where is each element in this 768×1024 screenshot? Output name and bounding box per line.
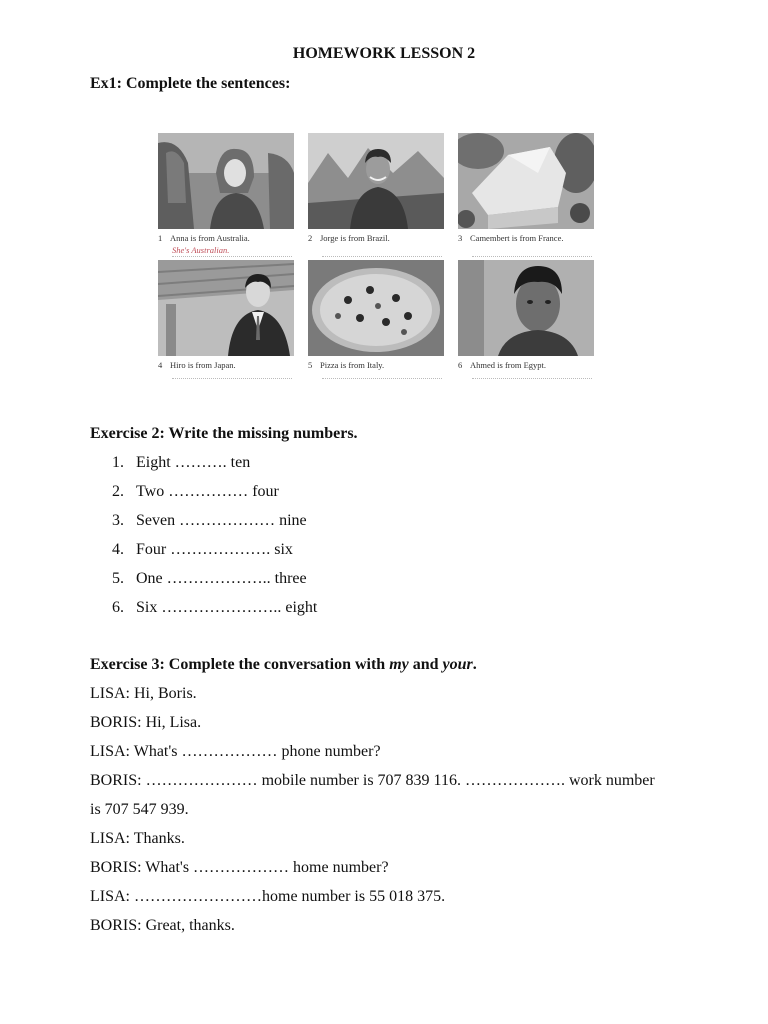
list-item: 1. Eight ………. ten <box>112 454 251 471</box>
caption-3 <box>458 233 594 243</box>
caption-number: 5 <box>308 360 313 370</box>
list-item: 5. One ……………….. three <box>112 570 307 587</box>
exercise-1-photo-grid <box>158 133 594 385</box>
dialogue-line: LISA: Thanks. <box>90 830 185 847</box>
caption-number: 3 <box>458 233 463 243</box>
exercise-1-heading: Ex1: Complete the sentences: <box>90 75 291 92</box>
caption-number: 1 <box>158 233 163 243</box>
photo-camembert-cheese <box>458 133 594 229</box>
caption-2 <box>308 233 444 243</box>
caption-5 <box>308 360 444 370</box>
list-item: 2. Two …………… four <box>112 483 279 500</box>
example-answer: She's Australian. <box>172 245 230 255</box>
caption-6 <box>458 360 594 370</box>
word-my: my <box>389 656 409 673</box>
list-item: 6. Six ………………….. eight <box>112 599 318 616</box>
caption-number: 6 <box>458 360 463 370</box>
caption-text: Ahmed is from Egypt. <box>470 360 547 370</box>
answer-line-2[interactable] <box>322 256 442 257</box>
caption-text: Jorge is from Brazil. <box>320 233 390 243</box>
dialogue-line: LISA: ……………………home number is 55 018 375. <box>90 888 446 905</box>
caption-1 <box>158 233 294 243</box>
photo-anna-with-horse <box>158 133 294 229</box>
caption-4 <box>158 360 294 370</box>
caption-number: 4 <box>158 360 163 370</box>
exercise-3-heading: Exercise 3: Complete the conversation with my and your. <box>90 656 477 673</box>
answer-line-3[interactable] <box>472 256 592 257</box>
caption-text: Pizza is from Italy. <box>320 360 385 370</box>
dialogue-line: is 707 547 939. <box>90 801 189 818</box>
caption-text: Anna is from Australia. <box>170 233 250 243</box>
dialogue-line: BORIS: ………………… mobile number is 707 839 116. ………………. work number <box>90 772 655 789</box>
answer-line-4[interactable] <box>172 378 292 379</box>
exercise-2-heading: Exercise 2: Write the missing numbers. <box>90 425 358 442</box>
caption-text: Hiro is from Japan. <box>170 360 236 370</box>
photo-jorge <box>308 133 444 229</box>
dialogue-line: BORIS: Hi, Lisa. <box>90 714 202 731</box>
list-item: 3. Seven ……………… nine <box>112 512 307 529</box>
caption-number: 2 <box>308 233 313 243</box>
page-title: HOMEWORK LESSON 2 <box>292 45 476 62</box>
dialogue-line: LISA: Hi, Boris. <box>90 685 197 702</box>
word-your: your <box>442 656 473 673</box>
photo-ahmed <box>458 260 594 356</box>
answer-line-6[interactable] <box>472 378 592 379</box>
answer-line-5[interactable] <box>322 378 442 379</box>
photo-pizza <box>308 260 444 356</box>
dialogue-line: BORIS: Great, thanks. <box>90 917 235 934</box>
photo-hiro <box>158 260 294 356</box>
answer-line-1[interactable] <box>172 256 292 257</box>
list-item: 4. Four ………………. six <box>112 541 293 558</box>
dialogue-line: BORIS: What's ……………… home number? <box>90 859 389 876</box>
dialogue-line: LISA: What's ……………… phone number? <box>90 743 381 760</box>
caption-text: Camembert is from France. <box>470 233 564 243</box>
